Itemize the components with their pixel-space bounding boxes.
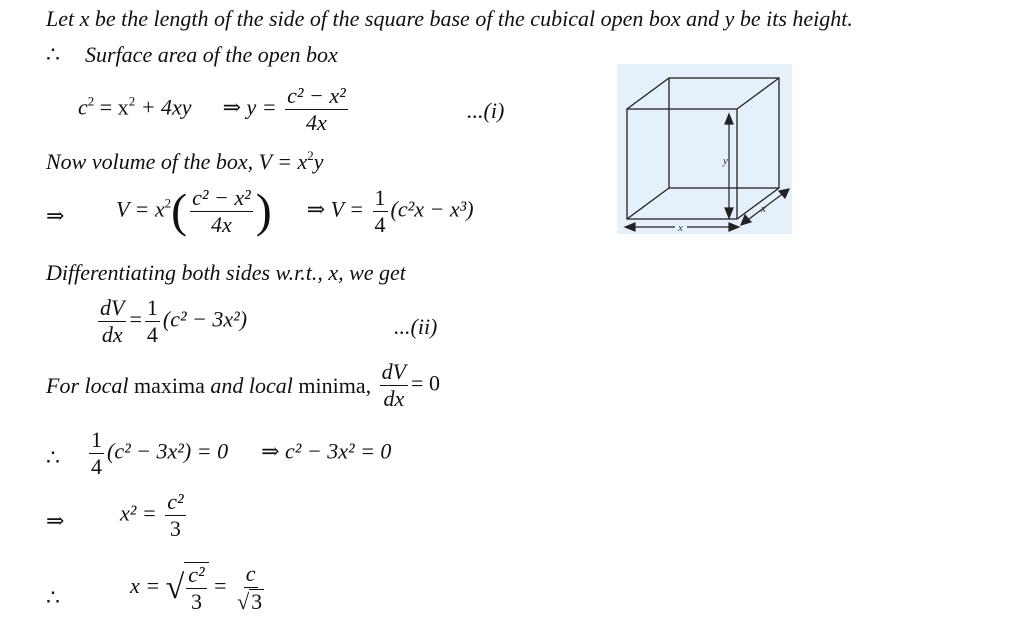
equation-tag-i: ...(i)	[467, 98, 505, 123]
local-text-b: maxima	[134, 372, 205, 398]
eq3-dden: dx	[101, 322, 123, 347]
eq3-fnum: 1	[146, 295, 158, 320]
eq4-implies: ⇒ c² − 3x² = 0	[261, 438, 392, 464]
local-dnum: dV	[381, 359, 407, 384]
eq4-body: (c² − 3x²) = 0	[107, 438, 229, 464]
eq3-dnum: dV	[100, 295, 125, 320]
eq6-fraction	[235, 562, 266, 614]
eq6-rden: 3	[190, 589, 202, 614]
local-extrema-line	[46, 360, 440, 411]
cube-back-face	[669, 78, 779, 188]
surface-area-line	[46, 42, 338, 68]
equation-x-value: x = √ $\frac{\text{c²}}{3}$ = $\frac{c}{√3}$	[130, 562, 269, 614]
eq3-eq: =	[129, 306, 142, 332]
eq5-num: c²	[167, 489, 184, 514]
equation-surface: $c^2 = x^2 + 4xy$ ⇒ y = $\frac{\text{c² − x²}}{4x}$	[78, 83, 346, 135]
eq4-fnum: 1	[91, 427, 102, 452]
eq2-implies: ⇒ V =	[306, 196, 365, 222]
cube-diagram	[617, 64, 792, 234]
surface-title: Surface area of the open box	[85, 42, 338, 67]
eq5-lhs: x² =	[120, 500, 157, 526]
equation-x-squared	[120, 490, 189, 541]
volume-title: Now volume of the box, V = x	[46, 149, 308, 174]
implies-symbol-1: ⇒	[46, 203, 65, 228]
eq1-lhs: c	[78, 94, 88, 120]
equation-critical	[86, 428, 391, 479]
eq3-fden: 4	[146, 322, 158, 347]
local-text-c: and local	[204, 372, 299, 398]
therefore-symbol-2: ∴	[46, 445, 60, 470]
therefore-symbol-3: ∴	[46, 585, 60, 610]
eq3-tail: (c² − 3x²)	[162, 306, 248, 332]
label-x-front: x	[678, 222, 683, 234]
eq1-rhs-b: + 4xy	[135, 94, 192, 120]
local-zero: = 0	[411, 370, 440, 396]
eq6-den: √3	[237, 589, 263, 614]
eq6-eq: =	[214, 573, 227, 599]
equation-tag-ii: ...(ii)	[394, 314, 438, 339]
label-x-depth: x	[761, 203, 766, 215]
eq4-fden: 4	[91, 454, 102, 479]
eq2-den: 4x	[211, 212, 232, 237]
eq2-lhs: V = x	[116, 196, 165, 222]
local-text-d: minima,	[298, 372, 372, 398]
eq1-den: 4x	[306, 110, 327, 135]
eq2-num: c² − x²	[192, 185, 251, 210]
label-y: y	[723, 155, 728, 167]
eq6-num: c	[245, 561, 256, 586]
eq2-quarter	[373, 186, 388, 237]
eq2-fnum: 1	[374, 185, 386, 210]
therefore-symbol: ∴	[46, 42, 60, 67]
eq2-fden: 4	[374, 212, 386, 237]
eq2-fraction	[190, 186, 253, 237]
eq4-quarter	[89, 428, 104, 479]
equation-derivative	[95, 296, 247, 347]
eq5-fraction	[165, 490, 185, 541]
eq3-quarter	[145, 296, 160, 347]
eq3-dvdx	[98, 296, 126, 347]
eq6-lhs: x =	[130, 573, 161, 599]
volume-line: Now volume of the box, $V = x^2y$	[46, 148, 324, 174]
equation-volume: $V = x^2$( $\frac{\text{c² − x²}}{4x}$ ) ⇒ V = $\frac{1}{4}$ (c²x − x³)	[116, 184, 474, 238]
implies-symbol-2: ⇒	[46, 508, 65, 533]
cube-svg	[617, 64, 792, 234]
volume-tail: y	[313, 149, 324, 174]
eq1-rhs-a: = x	[99, 94, 129, 120]
eq6-den-radicand: 3	[251, 589, 263, 614]
local-dden: dx	[383, 386, 405, 411]
eq6-rnum: c²	[188, 562, 205, 587]
eq5-den: 3	[169, 516, 181, 541]
eq2-tail: (c²x − x³)	[390, 196, 474, 222]
cube-front-face	[627, 109, 737, 219]
local-dvdx	[380, 360, 408, 411]
eq1-fraction	[285, 84, 348, 135]
local-text-a: For local	[46, 372, 134, 398]
eq6-radicand	[184, 562, 208, 614]
eq1-num: c² − x²	[287, 83, 346, 108]
intro-text: Let x be the length of the side of the square base of the cubical open box and y be its height.	[46, 6, 853, 31]
diff-line: Differentiating both sides w.r.t., x, we get	[46, 260, 406, 285]
eq1-implies: ⇒ y =	[222, 94, 277, 120]
